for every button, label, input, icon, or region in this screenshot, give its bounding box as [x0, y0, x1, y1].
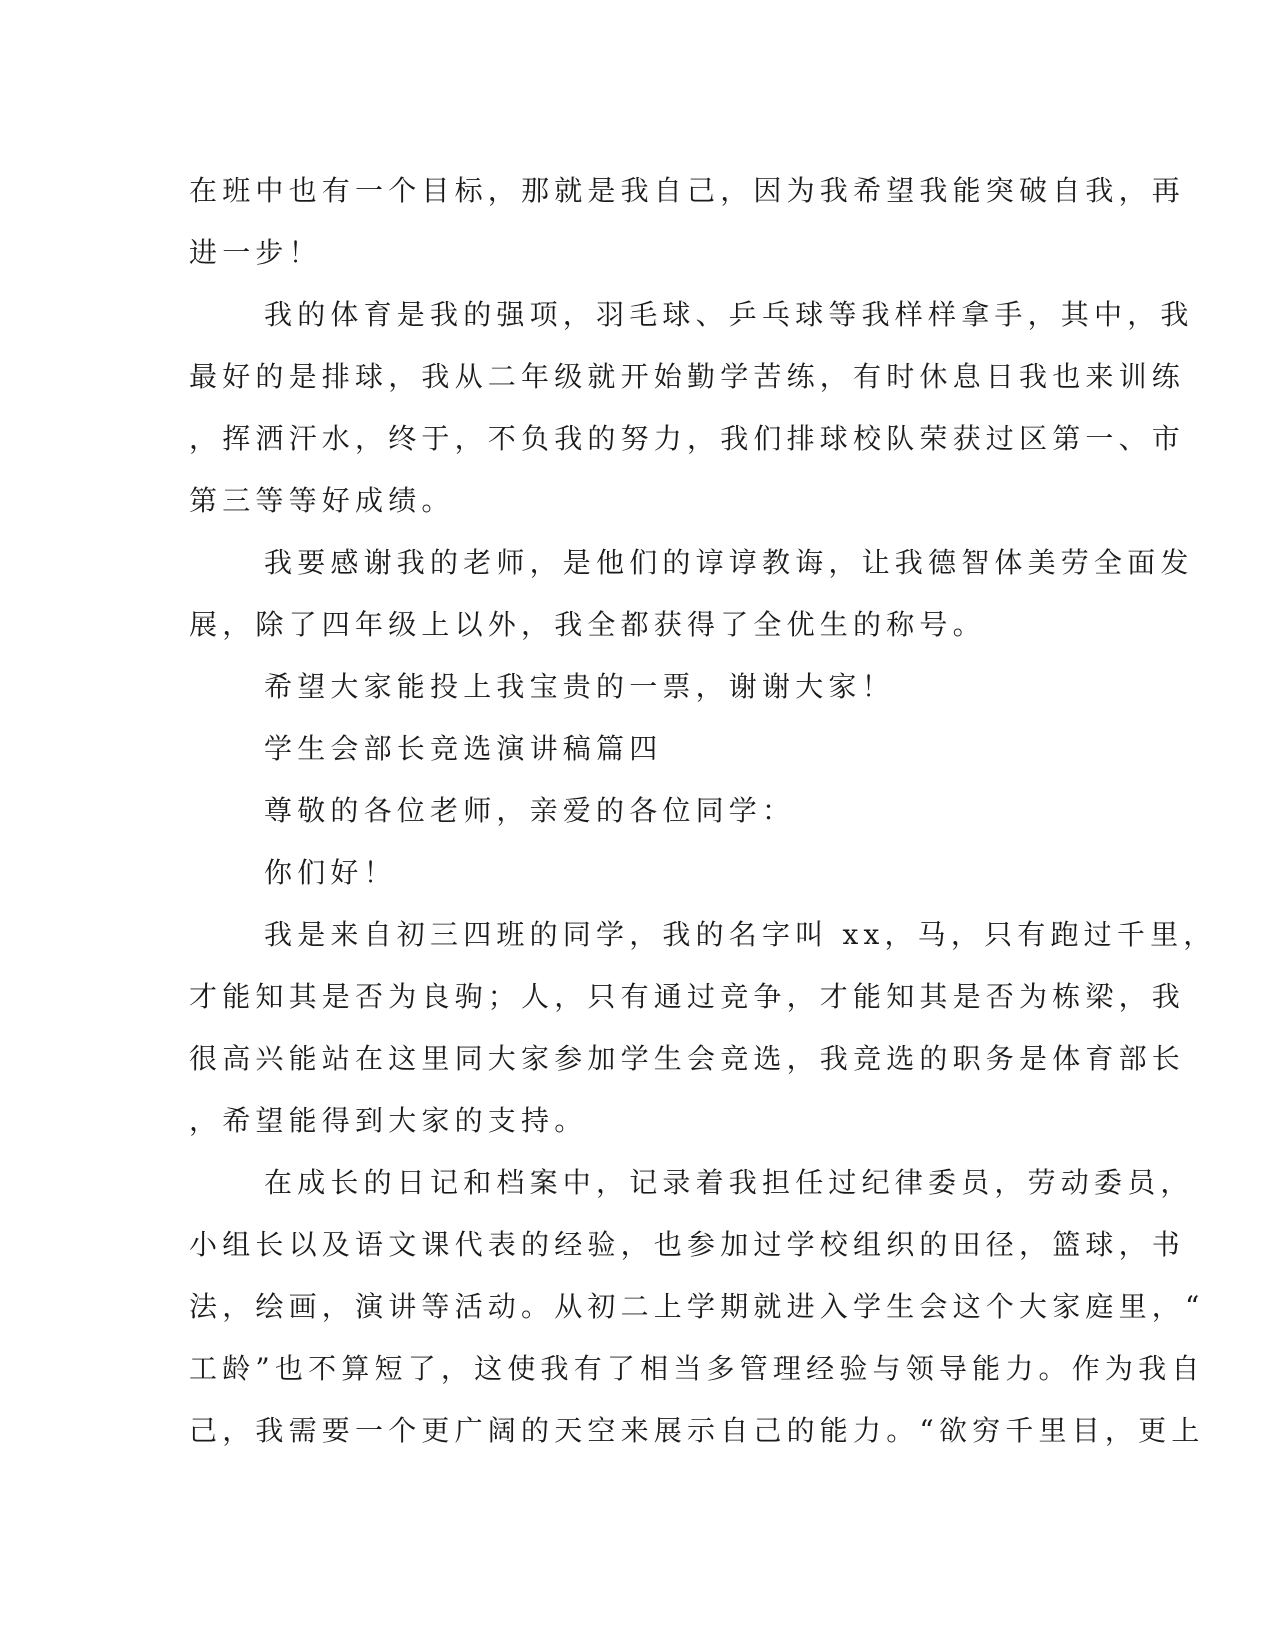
document-body	[189, 160, 1217, 1462]
greeting: 你们好！	[264, 856, 397, 889]
text-line: 小组长以及语文课代表的经验，也参加过学校组织的田径，篮球，书	[189, 1228, 1186, 1261]
text-line: 我的体育是我的强项，羽毛球、乒乓球等我样样拿手，其中，我	[264, 298, 1194, 331]
text-line: 我是来自初三四班的同学，我的名字叫 xx，马，只有跑过千里，	[264, 918, 1217, 951]
text-line: 最好的是排球，我从二年级就开始勤学苦练，有时休息日我也来训练	[189, 360, 1186, 393]
text-line: ，希望能得到大家的支持。	[189, 1104, 588, 1137]
text-line: 我要感谢我的老师，是他们的谆谆教诲，让我德智体美劳全面发	[264, 546, 1194, 579]
text-line: 法，绘画，演讲等活动。从初二上学期就进入学生会这个大家庭里，“	[189, 1290, 1205, 1323]
text-line: 希望大家能投上我宝贵的一票，谢谢大家！	[264, 670, 895, 703]
text-line: 很高兴能站在这里同大家参加学生会竞选，我竞选的职务是体育部长	[189, 1042, 1186, 1075]
text-line: 进一步！	[189, 236, 322, 269]
salutation: 尊敬的各位老师，亲爱的各位同学：	[264, 794, 796, 827]
text-line: ，挥洒汗水，终于，不负我的努力，我们排球校队荣获过区第一、市	[189, 422, 1186, 455]
text-line: 才能知其是否为良驹；人，只有通过竞争，才能知其是否为栋梁，我	[189, 980, 1186, 1013]
text-line: 在班中也有一个目标，那就是我自己，因为我希望我能突破自我，再	[189, 174, 1186, 207]
text-line: 展，除了四年级上以外，我全都获得了全优生的称号。	[189, 608, 986, 641]
text-line: 在成长的日记和档案中，记录着我担任过纪律委员，劳动委员，	[264, 1166, 1194, 1199]
text-line: 工龄”也不算短了，这使我有了相当多管理经验与领导能力。作为我自	[189, 1352, 1205, 1385]
section-heading: 学生会部长竞选演讲稿篇四	[264, 732, 663, 765]
text-line: 己，我需要一个更广阔的天空来展示自己的能力。“欲穷千里目，更上	[189, 1414, 1205, 1447]
text-line: 第三等等好成绩。	[189, 484, 455, 517]
